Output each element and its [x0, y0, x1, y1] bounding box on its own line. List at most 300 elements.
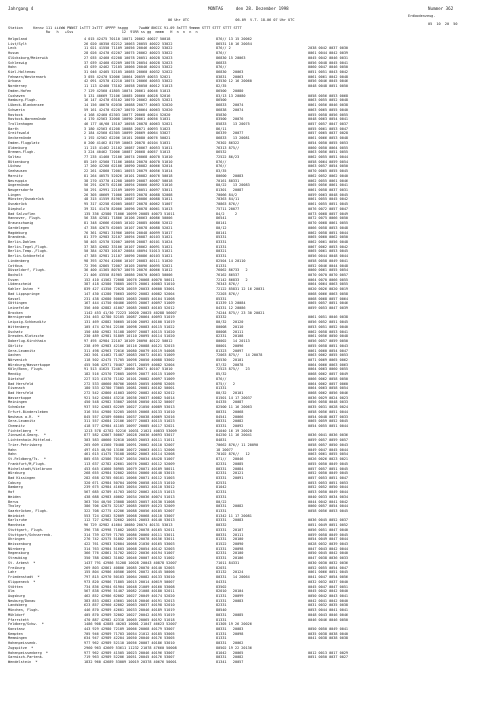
- soil-temperatures: 0041 0038 0038 0038: [308, 636, 349, 641]
- synop-code: 91 513 41625 72407 10066 20071 40107 51010: [84, 367, 173, 372]
- synop-code: 977 962 42989 52110 10056 20007 40186 53010: [84, 641, 175, 646]
- extra-code: 80141: [216, 230, 227, 235]
- station-row: [8, 504, 498, 508]
- station-name: Bad Lippspringe: [8, 291, 40, 296]
- synop-code: 167 444 41750 60406 10093 20067 40097 51009: [84, 301, 175, 306]
- synop-code: 443 929 42980 72109 10066 20068 40179 53007: [84, 627, 175, 631]
- extra-code: 876//: [216, 164, 227, 169]
- synop-code: 113 637 42782 42601 10076 20082 40112 52009: [84, 461, 175, 466]
- station-row: [8, 287, 498, 291]
- station-name: Garmisch-Partenk.: [8, 655, 44, 660]
- soil-temperatures: 0058 0056 0053 0068: [308, 93, 349, 98]
- station-row: [8, 367, 498, 371]
- station-row: [8, 278, 498, 282]
- station-row: [8, 419, 498, 423]
- station-row: [8, 391, 498, 395]
- extra-code: 80008 20110: [216, 324, 244, 329]
- station-name: Dresden-Klotzsche: [8, 334, 44, 339]
- synop-code: 56 291 42675 62106 10094 20066 40092 51016: [84, 183, 173, 188]
- soil-temperatures: 0056 0044 0048 0044: [308, 254, 349, 259]
- synop-code: 4 170 42563 32008 10090 20061 40056 51031: [84, 117, 171, 122]
- soil-temperatures: 0055 0058 0051 0043: [308, 343, 349, 348]
- extra-code: 81040 16 19 20020: [216, 428, 252, 433]
- soil-temperatures: 0059 0057 0059 0057: [308, 438, 349, 443]
- station-row: [8, 481, 498, 485]
- extra-code: 72523 875// 23: [216, 367, 250, 372]
- station-row: [8, 164, 498, 168]
- soil-temperatures: 0036 0041 0036 0036: [308, 433, 349, 438]
- station-name: Lübeck-Blankensee: [8, 103, 44, 108]
- station-row: [8, 212, 498, 216]
- soil-temperatures: 0061 0060 0054 0047: [308, 348, 349, 353]
- soil-temperatures: 0054 0050 0055 0053: [308, 140, 349, 145]
- station-row: [8, 46, 498, 50]
- station-row: [8, 410, 498, 414]
- synop-code: 1832 960 42689 53009 10019 20378 40676 50001: [84, 660, 177, 665]
- synop-code: 14 156 40670 62030 10088 20077 40063 52020: [84, 103, 173, 108]
- synop-code: 623 857 42960 42002 10063 20037 40198 52010: [84, 603, 175, 608]
- soil-temperatures: 0048 0063 0054 0041: [308, 117, 349, 122]
- station-name: Nürnberg: [8, 546, 25, 551]
- extra-code: 80/12: [216, 225, 227, 230]
- synop-code: 422 761 42983 52004 10068 21030 40165 53003: [84, 542, 175, 547]
- soil-temperatures: 0064 0062 0057 0060: [308, 381, 349, 386]
- extra-code: 80/22 13 20083: [216, 183, 250, 188]
- extra-code: 81331: [216, 636, 227, 641]
- soil-temperatures: 0051 0049 0051 0052: [308, 523, 349, 528]
- station-name: Schmücke: [8, 405, 25, 410]
- station-row: [8, 547, 498, 551]
- soil-temperature-label: Erdbodenzeug.: [408, 14, 436, 18]
- soil-temperatures: 0047 0043 0042 0044: [308, 546, 349, 551]
- station-row: [8, 618, 498, 622]
- station-name: Gera-Leumnitz: [8, 348, 36, 353]
- extra-code: 80331 20083: [216, 627, 244, 631]
- extra-code: 83331: [216, 239, 227, 244]
- synop-code: 98 393 42764 42006 10107 20083 40111 51020: [84, 258, 173, 263]
- station-row: [8, 75, 498, 79]
- station-name: Memmingen: [8, 636, 27, 641]
- soil-temperatures: 0058 0057 0050 0043: [308, 442, 349, 447]
- synop-code: 450 548 42982 53007 10058 20050 40132 50007: [84, 400, 175, 405]
- synop-code: 17 260 42260 62106 10090 20082 40066 52014: [84, 164, 173, 169]
- station-row: [8, 268, 498, 272]
- synop-code: 396 738 42998 71002 10083 20078 40165 52011: [84, 527, 175, 532]
- station-row: [8, 603, 498, 607]
- synop-code: 202 501 41462 71407 10083 20072 40101 51009: [84, 353, 175, 358]
- station-name: Husum: [8, 51, 19, 56]
- soil-temperatures: 0040 0033 0034 0034: [308, 494, 349, 499]
- extra-code: 80502 19 22 20136: [216, 645, 252, 650]
- station-name: Bad Kissingen: [8, 475, 36, 480]
- station-row: [8, 188, 498, 192]
- soil-temperatures: 0057 0065 0037 0028: [308, 131, 349, 136]
- extra-code: 83132 20124: [216, 570, 244, 575]
- extra-code: 876//: [216, 51, 227, 56]
- soil-temperatures: 0045 0047 0047 0051: [308, 584, 349, 589]
- synop-code: 180 533 42780 73005 10081 20081 40102 50001: [84, 386, 175, 391]
- extra-code: 70363 84/11: [216, 197, 240, 202]
- station-name: Wittenberg: [8, 324, 30, 329]
- station-row: [8, 264, 498, 268]
- station-name: Saarbrücken, Flugh.: [8, 509, 49, 513]
- extra-code: 80002 14 20113: [216, 339, 250, 344]
- station-name: Weinbiet: [8, 513, 25, 518]
- extra-code: 76313 875//: [216, 145, 240, 150]
- station-row: [8, 325, 498, 329]
- extra-code: 83331 20107: [216, 527, 244, 532]
- station-row: [8, 608, 498, 612]
- station-row: [8, 651, 498, 655]
- station-name: Oldenburg: [8, 145, 27, 150]
- synop-code: 7 129 42560 41805 10074 20061 40046 51013: [84, 88, 171, 93]
- extra-code: 81331: [216, 509, 227, 513]
- synop-code: 238 499 42983 42106 10116 20088 40121 52015: [84, 343, 175, 348]
- extra-code: 82331: [216, 603, 227, 608]
- soil-temperatures: 0053 0044 0041 0041: [308, 608, 349, 613]
- soil-temperatures: 0065 0061 0053 0045: [308, 249, 349, 254]
- synop-code: 446 870 42989 42601 10033 20046 40189 51019: [84, 608, 175, 613]
- station-row: [8, 254, 498, 258]
- station-name: Bad Hersfeld: [8, 391, 34, 395]
- station-name: Diepholz: [8, 206, 25, 211]
- extra-code: 82331: [216, 490, 227, 495]
- soil-temperatures: 0052 0046 0044 0048: [308, 263, 349, 268]
- station-name: Nörvenich: [8, 357, 27, 362]
- synop-code: 112 727 42962 32602 10051 20053 40140 53013: [84, 518, 175, 523]
- station-name: Berlin-Dahlem: [8, 239, 36, 244]
- synop-code: 2 184 42560 62305 10099 20069 40064 53027: [84, 131, 171, 136]
- station-row: [8, 56, 498, 60]
- station-row: [8, 245, 498, 249]
- station-row: [8, 433, 498, 437]
- extra-code: 81331 20098: [216, 631, 244, 636]
- station-name: Münster/Osnabrück: [8, 197, 44, 202]
- station-name: Aachen: [8, 353, 21, 358]
- station-name: Fehmarn/Westermark: [8, 74, 46, 79]
- synop-code: 97 495 42984 22107 10109 20090 40122 50012: [84, 339, 173, 344]
- station-row: [8, 108, 498, 112]
- synop-code: 50 384 42783 10107 20084 40094 51013 51021: [84, 249, 173, 254]
- station-name: Tholey: [8, 504, 21, 509]
- extra-code: 86/11: [216, 126, 227, 131]
- station-row: [8, 113, 498, 117]
- station-row: [8, 613, 498, 617]
- station-name: Kempten: [8, 631, 23, 636]
- extra-code: 83331 20106: [216, 556, 244, 561]
- soil-temperatures: 0026 0026 0023 0021: [308, 457, 349, 462]
- station-row: [8, 42, 498, 46]
- station-row: [8, 146, 498, 150]
- synop-code: 22 261 42860 72001 10053 20079 40056 51014: [84, 169, 173, 174]
- soil-temperatures: 0042 0041 0042 0040: [308, 598, 349, 603]
- station-name: Meiningen: [8, 400, 27, 405]
- station-row: [8, 589, 498, 593]
- soil-temperatures: 0036 0029 0024 0023: [308, 395, 349, 400]
- extra-code: 84541 20066: [216, 414, 244, 419]
- extra-code: 81323 20097: [216, 348, 244, 353]
- station-row: [8, 514, 498, 518]
- soil-temperatures: 0053 0053 0051 0053: [308, 480, 349, 485]
- synop-code: 95 317 42258 62005 10087 20078 40062 51007: [84, 202, 173, 207]
- station-row: [8, 580, 498, 584]
- soil-temperatures: 0055 0058 0056 0055: [308, 112, 349, 117]
- station-row: [8, 551, 498, 555]
- extra-code: 83331 20083: [216, 518, 244, 523]
- station-name: Lichtenhain-Mittelnd.: [8, 438, 53, 443]
- soil-temperatures: 0035 0038 0038 0040: [308, 631, 349, 636]
- station-name: Hahn: [8, 447, 17, 452]
- soil-depth-label: 05 10 20 50: [428, 22, 458, 26]
- station-row: [8, 424, 498, 428]
- soil-temperatures: 0068 0066 0063 0058: [308, 291, 349, 296]
- synop-code: 231 438 42680 50003 10083 20085 40104 51008: [84, 296, 175, 301]
- synop-code: 81 348 42666 62005 10102 20085 40086 52012: [84, 221, 173, 226]
- station-row: [8, 448, 498, 452]
- station-row: [8, 65, 498, 69]
- synop-code: 105 474 42764 22106 10098 20083 40115 51022: [84, 324, 175, 329]
- station-row: [8, 221, 498, 225]
- station-name: Regensburg: [8, 551, 30, 556]
- synop-code: 567 685 42789 41703 10032 20062 40115 51013: [84, 490, 175, 495]
- station-name: Brocken: [8, 310, 23, 315]
- synop-code: 16 147 42470 63102 10070 20062 40025 52021: [84, 98, 173, 103]
- station-name: Kassel: [8, 296, 21, 301]
- synop-code: 36 400 41365 80707 10076 20076 40066 51012: [84, 268, 173, 273]
- soil-temperatures: 0068 0062 0056 0046: [308, 391, 349, 395]
- soil-temperatures: 0048 0048 0051 0050: [308, 84, 349, 89]
- station-name: Michelstadt/Vielbrunn: [8, 466, 53, 471]
- soil-temperatures: 0030 0030 0032 0036: [308, 560, 349, 565]
- station-name: Hamburg-Flugh.: [8, 98, 38, 103]
- extra-code: 82010 20104: [216, 589, 244, 594]
- station-name: Neugersdorfe: [8, 188, 34, 193]
- station-name: Wendelstein *: [8, 660, 38, 665]
- synop-code: 634 947 42989 42204 10050 20040 40176 53005: [84, 636, 175, 641]
- soil-temperatures: 0065 0060 0062 0050: [308, 235, 349, 240]
- station-name: Oschatz: [8, 329, 23, 334]
- station-row: [8, 353, 498, 357]
- extra-code: 81501 14 17 20037: [216, 395, 252, 400]
- synop-code: 3 180 42563 61208 10088 20071 40093 51023: [84, 126, 171, 131]
- synop-code: 47 385 42981 21107 10096 20086 40103 51021: [84, 254, 173, 259]
- station-name: Arkona: [8, 79, 21, 84]
- issue-number: Nummer 362: [428, 6, 454, 11]
- extra-code: 81301 20087: [216, 188, 244, 193]
- extra-code: 82331 20085: [216, 461, 244, 466]
- soil-temperatures: 0063 0061 0055 0054: [308, 452, 349, 457]
- synop-code: 28 026 42470 62207 10075 20062 40023 53022: [84, 51, 173, 56]
- soil-temperatures: 0062 0052 0062 0040: [308, 173, 349, 178]
- soil-temperatures: 0062 0055 0061 0046: [308, 178, 349, 183]
- synop-code: 234 463 42780 52105 10087 20064 40093 51019: [84, 315, 175, 320]
- soil-temperatures: 0070 0065 0055 0045: [308, 169, 349, 174]
- station-row: [8, 655, 498, 659]
- extra-code: 82500 11 16 20063: [216, 405, 252, 410]
- soil-temperatures: 0060 0050 0064 0055: [308, 145, 349, 150]
- synop-code: 56 338 42581 71806 10106 20063 40086 50006: [84, 216, 173, 221]
- station-name: Braunschweig: [8, 221, 34, 226]
- soil-temperatures: 0062 0055 0051 0044: [308, 155, 349, 159]
- synop-code: 921 542 42684 43216 10036 20037 40082 54014: [84, 395, 175, 400]
- station-name: Angermünde: [8, 183, 30, 188]
- extra-code: 80331 14 20064: [216, 575, 250, 580]
- synop-code: 182 516 42570 72005 10095 20077 40115 51009: [84, 372, 175, 377]
- station-name: Dietzhof: [8, 376, 25, 381]
- station-name: Lüdenscheid: [8, 282, 32, 287]
- soil-temperatures: 0045 0042 0042 0040: [308, 589, 349, 594]
- soil-temperatures: 0063 0055 0052 0048: [308, 98, 349, 103]
- extra-code: 76302 86322: [216, 140, 240, 145]
- soil-temperatures: 0053 0050 0049 0044: [308, 490, 349, 495]
- station-row: [8, 570, 498, 574]
- synop-code: 43 039 42462 72105 10066 20046 40024 53022: [84, 65, 173, 70]
- station-name: Coburg: [8, 480, 21, 485]
- station-row: [8, 358, 498, 362]
- station-name: Düsseldorf, Flugh.: [8, 268, 46, 273]
- extra-code: 81042: [216, 485, 227, 490]
- soil-temperatures: 0076 0072 0057 0047: [308, 206, 349, 211]
- station-row: [8, 561, 498, 565]
- station-name: Schleswig: [8, 60, 27, 65]
- extra-code: 876// 13 15 20062: [216, 37, 252, 41]
- synop-code: 76 361 42981 31906 10094 20048 40099 51017: [84, 230, 173, 235]
- station-name: Chemnitz: [8, 424, 25, 429]
- soil-temperatures: 0054 0048 0037 0033: [308, 414, 349, 419]
- extra-code: 82031: [216, 565, 227, 570]
- extra-code: 84335 20087: [216, 400, 244, 405]
- station-name: Barth: [8, 126, 19, 131]
- soil-temperatures: 0061 0061 0042 0048: [308, 74, 349, 79]
- extra-code: 81042 20065: [216, 650, 244, 655]
- station-row: [8, 396, 498, 400]
- extra-code: 81331: [216, 244, 227, 249]
- station-name: Helgoland: [8, 37, 27, 41]
- soil-temperatures: 0061 0066 0051 0045: [308, 570, 349, 575]
- extra-code: 81331 20098: [216, 546, 244, 551]
- station-name: St. Arbest *: [8, 560, 36, 565]
- station-name: Berlin-Schönefeld: [8, 254, 44, 259]
- soil-temperatures: 0048 0043 0046 0046: [308, 612, 349, 617]
- extra-code: 80331 20084: [216, 466, 244, 471]
- synop-code: 81 264 40575 52026 10101 20082 40076 50018: [84, 173, 173, 178]
- extra-code: 85530 20101: [216, 357, 244, 362]
- extra-code: 86833: [216, 60, 227, 65]
- synop-code: 350 788 42862 31002 10046 20007 40152 51002: [84, 556, 175, 561]
- extra-code: 82331 20121: [216, 471, 244, 476]
- extra-code: 70102 876// 12: [216, 452, 250, 457]
- station-row: [8, 183, 498, 187]
- station-name: Bocholt: [8, 273, 23, 277]
- station-row: [8, 179, 498, 183]
- soil-temperatures: 0059 0053 0047 0039: [308, 306, 349, 311]
- station-name: Neuburg/Donau: [8, 598, 36, 603]
- soil-temperatures: 0059 0058 0049 0045: [308, 532, 349, 537]
- station-row: [8, 150, 498, 154]
- extra-code: 80321: [216, 249, 227, 254]
- station-name: Hannover, Flugh.: [8, 216, 42, 221]
- extra-code: 80331 20082: [216, 419, 244, 424]
- soil-temperatures: 0061 0056 0050 0048: [308, 334, 349, 339]
- station-name: Rostock-Warnemünde: [8, 117, 46, 122]
- soil-temperatures: 0055 0050 0049 0045: [308, 461, 349, 466]
- station-name: Norderney: [8, 84, 27, 89]
- extra-code: 876//: [216, 376, 227, 381]
- extra-code: 82331 20100: [216, 551, 244, 556]
- extra-code: 81331: [216, 263, 227, 268]
- soil-temperatures: 0070 0070 0070 0057: [308, 273, 349, 277]
- synop-code: 470 887 42982 42310 10065 20065 40192 51018: [84, 617, 175, 622]
- soil-temperatures: 0045 0042 0046 0031: [308, 55, 349, 60]
- synop-code: 1213 578 42782 52216 10031 21021 40833 53009: [84, 428, 177, 433]
- synop-code: 268 655 42984 52002 10054 20060 40140 53015: [84, 471, 175, 476]
- station-name: Trier-Petrisberg: [8, 442, 42, 447]
- station-row: [8, 485, 498, 489]
- synop-code: 734 836 42984 61904 10048 21009 40160 53008: [84, 584, 175, 589]
- extra-code: 876//: [216, 159, 227, 164]
- station-row: [8, 594, 498, 598]
- extra-code: 83331: [216, 494, 227, 499]
- synop-code: 453 645 41660 50905 10079 20071 40109 50011: [84, 466, 175, 471]
- extra-code: 81331: [216, 617, 227, 622]
- station-row: [8, 457, 498, 461]
- extra-code: 76343 876//: [216, 282, 240, 287]
- station-name: Neuhaus a.R. *: [8, 414, 40, 419]
- station-row: [8, 334, 498, 338]
- extra-code: 81331 20100: [216, 537, 244, 542]
- station-name: Glücksburg/Meierwik: [8, 55, 49, 60]
- soil-temperatures: 0064 0064 0063 0055: [308, 282, 349, 287]
- synop-code: 72 396 42865 72007 10105 20096 40095 52021: [84, 263, 173, 268]
- extra-code: 70066 84/2: [216, 192, 238, 197]
- station-row: [8, 646, 498, 650]
- soil-temperatures: 0051 0050 0037 0027: [308, 655, 349, 660]
- soil-temperatures: 0056 0052 0051 0045: [308, 320, 349, 325]
- soil-temperatures: 0050 0042 0043 0041: [308, 593, 349, 598]
- synop-code: 4 168 42460 62303 10077 20068 40024 52020: [84, 112, 171, 117]
- synop-code: 269 803 42861 40806 10085 20070 40140 52003: [84, 565, 175, 570]
- station-name: Mannheim: [8, 523, 25, 528]
- station-row: [8, 429, 498, 433]
- soil-temperatures: 0050 0045 0042 0040: [308, 551, 349, 556]
- synop-code: 363 704 40/50 23008 10083 20057 40130 51008: [84, 499, 175, 504]
- extra-code: 84331 12 20086: [216, 306, 246, 311]
- soil-temperatures: 2038 0042 0037 0030: [308, 46, 349, 51]
- soil-temperatures: 0061 0055 0051 0045: [308, 202, 349, 207]
- station-name: Göttingen: [8, 301, 27, 306]
- synop-code: 272 542 42860 41003 10092 20082 40102 52012: [84, 391, 175, 395]
- station-name: Stötten: [8, 584, 23, 589]
- soil-temperatures: 0061 0066 0053 0048: [308, 136, 349, 141]
- soil-temperatures: 0062 0058 0053 0041: [308, 329, 349, 334]
- synop-code: 937 552 42683 62209 10027 21050 40089 53013: [84, 405, 175, 410]
- station-row: [8, 556, 498, 560]
- synop-code: 27 035 42460 62208 10078 20051 40028 52023: [84, 55, 173, 60]
- extra-code: 80331 20085: [216, 612, 244, 617]
- synop-code: 77 235 41460 72106 10074 20068 40070 51010: [84, 155, 173, 159]
- synop-code: 719 963 42989 52206 10051 20045 40176 53007: [84, 655, 175, 660]
- station-row: [8, 349, 498, 353]
- station-row: [8, 622, 498, 626]
- soil-temperatures: 0064 0070 0066 0055: [308, 277, 349, 282]
- soil-temperatures: 0064 0063 0058 0054: [308, 386, 349, 391]
- extra-code: 85830: [216, 112, 227, 117]
- station-name: Erfurt-Bindersleben: [8, 409, 49, 414]
- synop-code: 322 708 42775 42206 10088 20056 40105 52007: [84, 509, 175, 513]
- station-name: Zinnwald-Georg. *: [8, 433, 46, 438]
- synop-code: 1437 791 42986 51208 10028 20043 40878 52007: [84, 560, 177, 565]
- station-row: [8, 339, 498, 343]
